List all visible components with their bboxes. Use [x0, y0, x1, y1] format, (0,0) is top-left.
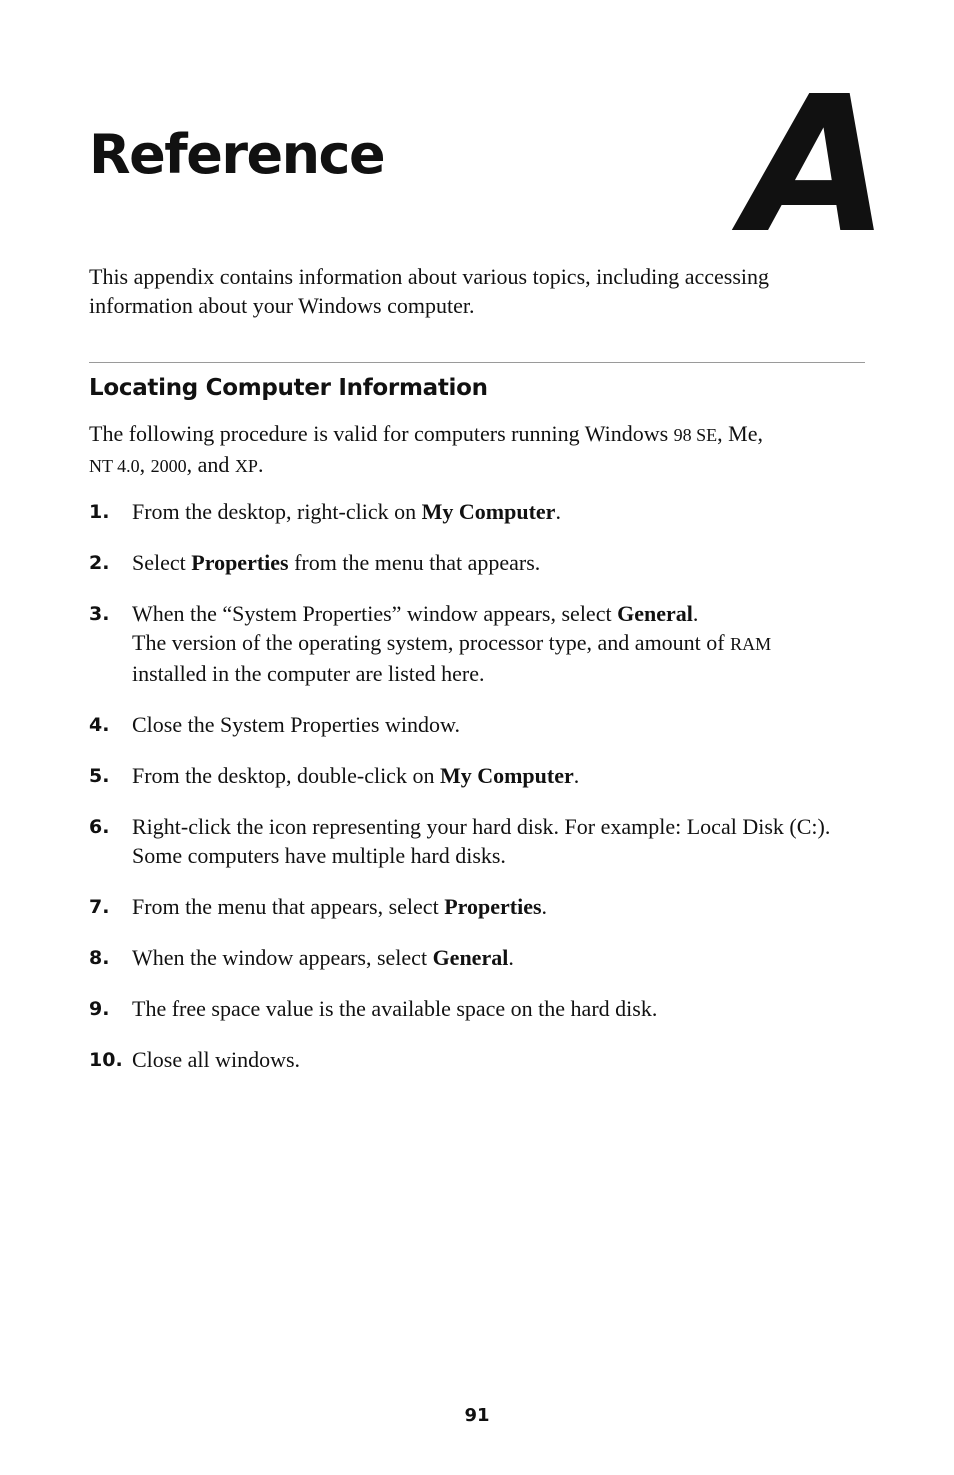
step-text: From the menu that appears, select: [132, 894, 445, 919]
step-8: [89, 943, 879, 972]
step-bold-term: My Computer: [421, 499, 556, 524]
para-os-nt: NT 4.0: [89, 456, 140, 476]
section-heading: Locating Computer Information: [89, 375, 488, 401]
step-note: Some computers have multiple hard disks.: [132, 843, 506, 868]
step-text: Close the System Properties window.: [132, 712, 460, 737]
step-text: When the window appears, select: [132, 945, 433, 970]
step-text: From the desktop, right-click on: [132, 499, 422, 524]
procedure-steps: [89, 497, 879, 1096]
intro-paragraph: This appendix contains information about various topics, including accessing information about your Windows computer.: [89, 264, 770, 318]
step-number: 10.: [89, 1049, 123, 1071]
para-text-1: The following procedure is valid for computers running Windows: [89, 421, 674, 446]
para-text-2: , Me,: [717, 421, 763, 446]
step-6: [89, 812, 879, 870]
step-10: [89, 1045, 879, 1074]
para-os-2000: 2000: [150, 456, 187, 476]
step-text: Select: [132, 550, 192, 575]
step-text: When the “System Properties” window appears, select: [132, 601, 618, 626]
step-number: 9.: [89, 998, 110, 1020]
step-text: The free space value is the available space on the hard disk.: [132, 996, 658, 1021]
step-number: 6.: [89, 816, 110, 838]
step-note: The version of the operating system, processor type, and amount of: [132, 630, 731, 655]
step-3: [89, 599, 879, 688]
step-text: Right-click the icon representing your hard disk. For example: Local Disk (C:).: [132, 814, 831, 839]
step-7: [89, 892, 879, 921]
step-bold-term: General: [617, 601, 693, 626]
para-text-5: .: [257, 452, 264, 477]
step-text-end: from the menu that appears.: [288, 550, 541, 575]
step-text-end: .: [573, 763, 580, 788]
step-1: [89, 497, 879, 526]
step-bold-term: General: [432, 945, 509, 970]
page-number: 91: [464, 1405, 490, 1426]
step-number: 7.: [89, 896, 110, 918]
para-os-xp: XP: [234, 456, 258, 476]
chapter-title: Reference: [89, 123, 385, 186]
step-number: 3.: [89, 603, 110, 625]
step-9: [89, 994, 879, 1023]
step-text: From the desktop, double-click on: [132, 763, 440, 788]
para-os-98se: 98 SE: [673, 425, 718, 445]
section-divider: [89, 362, 865, 363]
step-2: [89, 548, 879, 577]
step-bold-term: Properties: [444, 894, 542, 919]
step-number: 8.: [89, 947, 110, 969]
step-text-end: .: [541, 894, 548, 919]
para-text-4: , and: [186, 452, 235, 477]
section-paragraph: [89, 419, 849, 481]
step-number: 2.: [89, 552, 110, 574]
step-number: 1.: [89, 501, 110, 523]
step-note-ram: RAM: [730, 634, 772, 654]
step-4: [89, 710, 879, 739]
step-text-end: .: [508, 945, 514, 970]
step-text-end: .: [692, 601, 699, 626]
para-text-3: ,: [139, 452, 151, 477]
step-bold-term: My Computer: [439, 763, 574, 788]
step-note-end: installed in the computer are listed here.: [132, 661, 485, 686]
step-5: [89, 761, 879, 790]
step-text-end: .: [555, 499, 561, 524]
step-text: Close all windows.: [132, 1047, 301, 1072]
appendix-letter: A: [744, 56, 886, 275]
step-bold-term: Properties: [191, 550, 289, 575]
step-number: 5.: [89, 765, 110, 787]
step-number: 4.: [89, 714, 110, 736]
